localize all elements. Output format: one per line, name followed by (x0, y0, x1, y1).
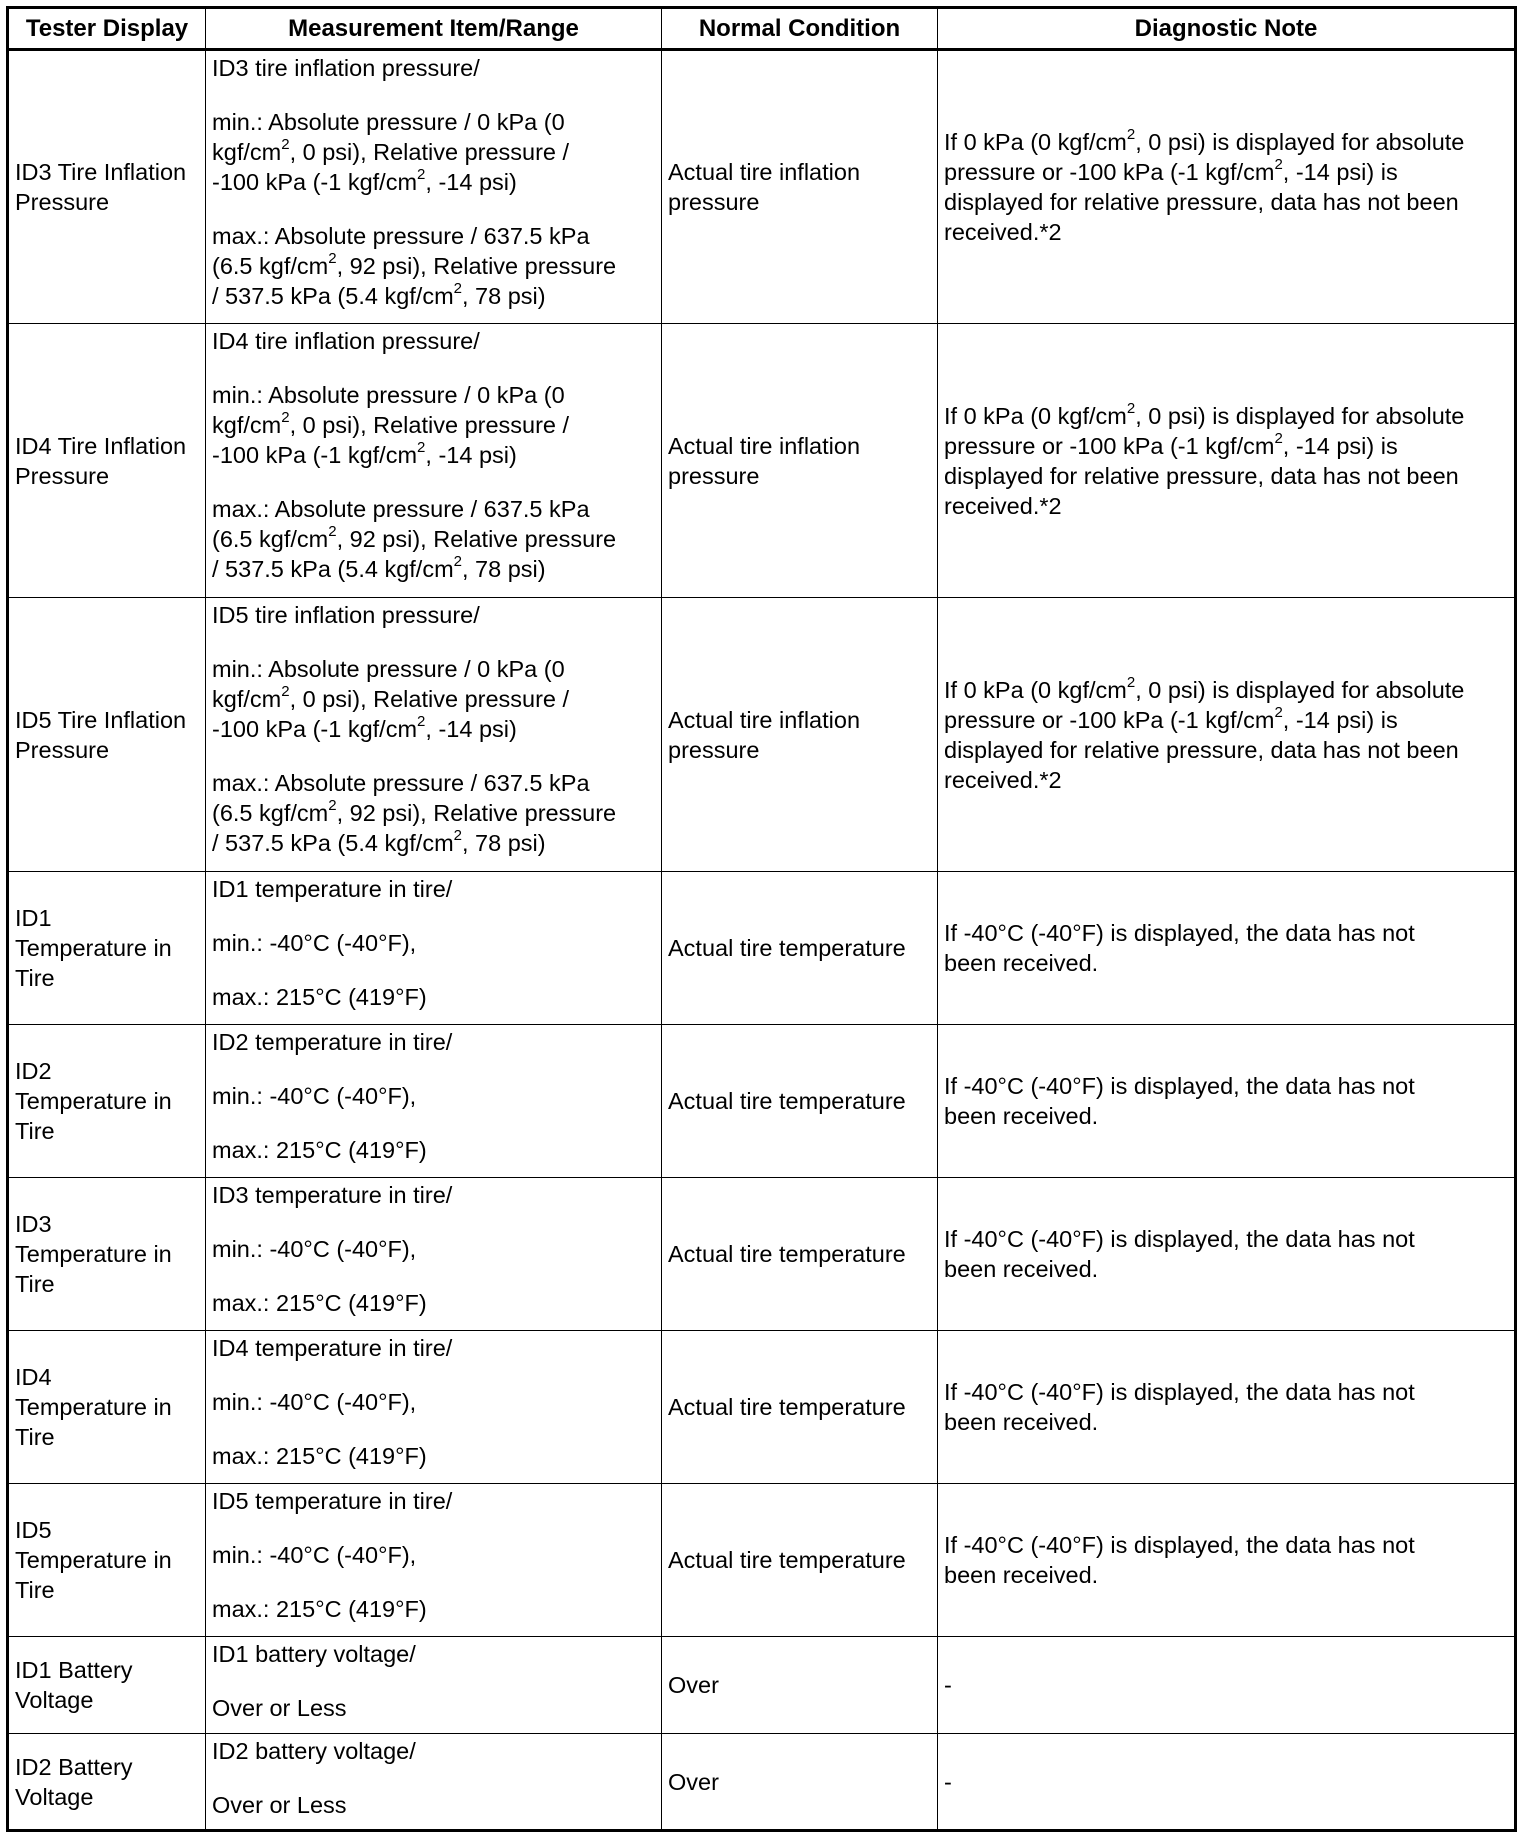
tester-display-line: Temperature in (15, 1088, 172, 1114)
diagnostic-note-line (944, 765, 1508, 795)
diagnostic-note-line (944, 157, 1508, 187)
paragraph-gap (212, 1210, 655, 1234)
range-max-line (212, 281, 655, 311)
superscript: 2 (281, 683, 290, 701)
superscript: 2 (1126, 399, 1136, 417)
tester-display-line: ID5 Tire Inflation (15, 706, 187, 733)
paragraph-gap (212, 904, 655, 928)
diagnostic-note-line (944, 705, 1508, 735)
normal-condition-line: Actual tire temperature (668, 935, 906, 961)
diagnostic-note-line: If -40°C (-40°F) is displayed, the data has not (944, 920, 1415, 946)
paragraph-gap (212, 630, 655, 654)
range-max-line: max.: 215°C (419°F) (212, 1443, 427, 1469)
normal-condition-cell (662, 324, 938, 598)
diagnostic-note-line-text-a: displayed for relative pressure, data has not been (944, 189, 1459, 215)
normal-condition-line: Actual tire temperature (668, 1547, 906, 1573)
range-max-line-text-a: / 537.5 kPa (5.4 kgf/cm (212, 283, 454, 309)
diagnostic-note-line (944, 431, 1508, 461)
range-title: ID1 battery voltage/ (212, 1641, 416, 1667)
range-min-line: min.: -40°C (-40°F), (212, 1083, 417, 1109)
range-min-line-text-a: -100 kPa (-1 kgf/cm (212, 716, 418, 742)
diagnostic-note-cell (938, 1331, 1516, 1484)
range-min-line (212, 684, 655, 714)
diagnostic-note-line: been received. (944, 1562, 1099, 1588)
normal-condition-cell (662, 1178, 938, 1331)
diagnostic-note-cell (938, 1637, 1516, 1734)
diagnostic-note-line-text-a: pressure or -100 kPa (-1 kgf/cm (944, 432, 1275, 459)
tester-display-line: ID4 (15, 1364, 52, 1390)
diagnostic-note-cell (938, 872, 1516, 1025)
range-value-line: Over or Less (212, 1695, 347, 1721)
header-normal-condition: Normal Condition (662, 8, 938, 50)
paragraph-gap (212, 1669, 655, 1693)
range-max-line-text-b: , 78 psi) (462, 556, 546, 582)
range-max-line-text-a: max.: Absolute pressure / 637.5 kPa (212, 223, 590, 249)
range-max-line-text-b: , 92 psi), Relative pressure (336, 253, 617, 279)
range-min-line (212, 380, 655, 410)
range-min-line-text-b: , -14 psi) (425, 442, 517, 468)
range-min-line-text-b: , 0 psi), Relative pressure / (289, 139, 570, 165)
range-title: ID2 temperature in tire/ (212, 1029, 453, 1055)
paragraph-gap (212, 356, 655, 380)
range-max-line (212, 524, 655, 554)
normal-condition-line: Actual tire inflation (668, 432, 861, 459)
paragraph-gap (212, 744, 655, 768)
tester-display-line: Pressure (15, 462, 110, 489)
diagnostic-note-line: been received. (944, 950, 1099, 976)
measurement-range-cell (206, 1734, 662, 1831)
superscript: 2 (328, 523, 337, 541)
diagnostic-note-line (944, 187, 1508, 217)
paragraph-gap (212, 1570, 655, 1594)
temperature-row (8, 1025, 1516, 1178)
tester-display-line: ID3 Tire Inflation (15, 159, 187, 185)
diagnostic-note-cell (938, 598, 1516, 872)
measurement-range-cell (206, 598, 662, 872)
normal-condition-cell (662, 1025, 938, 1178)
tester-display-cell (8, 324, 206, 598)
tester-display-line: Tire (15, 1271, 55, 1297)
diagnostic-note-line: been received. (944, 1103, 1099, 1129)
diagnostic-note-line-text-a: displayed for relative pressure, data has not been (944, 736, 1459, 763)
range-min-line-text-a: min.: Absolute pressure / 0 kPa (0 (212, 656, 565, 682)
superscript: 2 (1274, 429, 1283, 447)
diagnostic-note-cell (938, 1025, 1516, 1178)
paragraph-gap (212, 1766, 655, 1790)
range-min-line-text-a: kgf/cm (212, 686, 282, 712)
measurement-range-cell (206, 1637, 662, 1734)
diagnostic-note-line: - (944, 1672, 952, 1698)
range-min-line-text-a: kgf/cm (212, 412, 282, 438)
range-min-line-text-b: , -14 psi) (425, 716, 517, 742)
range-min-line-text-a: min.: Absolute pressure / 0 kPa (0 (212, 382, 565, 408)
temperature-row (8, 1484, 1516, 1637)
tester-display-cell (8, 1331, 206, 1484)
diagnostic-note-line-text-b: , -14 psi) is (1282, 432, 1398, 459)
pressure-row (8, 598, 1516, 872)
tester-display-line: Pressure (15, 189, 110, 215)
diagnostic-note-line-text-b: , 0 psi) is displayed for absolute (1135, 129, 1465, 155)
superscript: 2 (1126, 126, 1136, 144)
measurement-range-cell (206, 1025, 662, 1178)
tester-display-line: Tire (15, 965, 55, 991)
paragraph-gap (212, 1111, 655, 1135)
range-min-line-text-b: , -14 psi) (425, 169, 517, 195)
diagnostic-note-line-text-a: If 0 kPa (0 kgf/cm (944, 402, 1127, 429)
range-min-line (212, 107, 655, 137)
range-max-line: max.: 215°C (419°F) (212, 1137, 427, 1163)
paragraph-gap (212, 958, 655, 982)
tester-display-cell (8, 1484, 206, 1637)
diagnostic-note-line (944, 217, 1508, 247)
tester-display-line: Tire (15, 1118, 55, 1144)
diagnostic-note-line-text-a: pressure or -100 kPa (-1 kgf/cm (944, 159, 1275, 185)
range-min-line: min.: -40°C (-40°F), (212, 1236, 417, 1262)
tester-display-cell (8, 50, 206, 324)
diagnostic-note-cell (938, 1734, 1516, 1831)
temperature-row (8, 872, 1516, 1025)
normal-condition-line: Actual tire temperature (668, 1394, 906, 1420)
range-min-line (212, 167, 655, 197)
range-min-line: min.: -40°C (-40°F), (212, 1542, 417, 1568)
measurement-range-cell (206, 1178, 662, 1331)
tester-display-line: ID3 (15, 1211, 52, 1237)
range-min-line (212, 440, 655, 470)
normal-condition-line: Over (668, 1768, 719, 1795)
tester-display-line: Tire (15, 1424, 55, 1450)
range-min-line (212, 410, 655, 440)
tester-display-line: ID2 (15, 1058, 52, 1084)
paragraph-gap (212, 1057, 655, 1081)
superscript: 2 (1274, 156, 1283, 174)
tester-display-line: Temperature in (15, 935, 172, 961)
range-max-line-text-b: , 92 psi), Relative pressure (336, 800, 617, 826)
temperature-row (8, 1178, 1516, 1331)
header-row (8, 8, 1516, 50)
range-min-line-text-a: -100 kPa (-1 kgf/cm (212, 169, 418, 195)
header-tester-display: Tester Display (8, 8, 206, 50)
superscript: 2 (417, 166, 426, 184)
temperature-row (8, 1331, 1516, 1484)
normal-condition-line: Actual tire temperature (668, 1241, 906, 1267)
tester-display-line: ID2 Battery (15, 1753, 133, 1780)
battery-row (8, 1637, 1516, 1734)
range-max-line-text-a: (6.5 kgf/cm (212, 800, 329, 826)
range-max-line (212, 554, 655, 584)
diagnostic-note-line-text-b: , -14 psi) is (1282, 706, 1398, 733)
range-max-line-text-a: / 537.5 kPa (5.4 kgf/cm (212, 830, 454, 856)
range-min-line-text-a: min.: Absolute pressure / 0 kPa (0 (212, 109, 565, 135)
diagnostic-note-line: If -40°C (-40°F) is displayed, the data has not (944, 1379, 1415, 1405)
tester-display-cell (8, 872, 206, 1025)
diagnostic-note-line-text-a: received.*2 (944, 766, 1062, 793)
paragraph-gap (212, 1264, 655, 1288)
range-max-line-text-a: max.: Absolute pressure / 637.5 kPa (212, 770, 590, 796)
diagnostic-note-cell (938, 1178, 1516, 1331)
tester-display-line: Temperature in (15, 1394, 172, 1420)
tester-display-line: ID1 (15, 905, 52, 931)
range-max-line: max.: 215°C (419°F) (212, 1596, 427, 1622)
diagnostic-note-line-text-a: displayed for relative pressure, data has not been (944, 462, 1459, 489)
diagnostic-note-line-text-b: , -14 psi) is (1282, 159, 1398, 185)
normal-condition-line: Actual tire inflation (668, 706, 861, 733)
diagnostic-note-line (944, 401, 1508, 431)
superscript: 2 (328, 250, 337, 268)
table-body (8, 50, 1516, 1831)
normal-condition-line: Over (668, 1672, 719, 1698)
diagnostic-note-cell (938, 324, 1516, 598)
diagnostic-note-line-text-b: , 0 psi) is displayed for absolute (1135, 402, 1465, 429)
range-max-line (212, 251, 655, 281)
normal-condition-line: pressure (668, 736, 760, 763)
diagnostic-note-line: If -40°C (-40°F) is displayed, the data has not (944, 1532, 1415, 1558)
range-title: ID3 temperature in tire/ (212, 1182, 453, 1208)
normal-condition-cell (662, 598, 938, 872)
range-max-line-text-a: max.: Absolute pressure / 637.5 kPa (212, 496, 590, 522)
normal-condition-line: pressure (668, 189, 760, 215)
pressure-row (8, 324, 1516, 598)
range-min-line (212, 137, 655, 167)
paragraph-gap (212, 83, 655, 107)
range-min-line (212, 654, 655, 684)
superscript: 2 (1274, 703, 1283, 721)
diagnostic-note-line-text-a: If 0 kPa (0 kgf/cm (944, 129, 1127, 155)
tester-display-line: ID1 Battery (15, 1657, 133, 1683)
range-title: ID1 temperature in tire/ (212, 876, 453, 902)
range-max-line-text-a: (6.5 kgf/cm (212, 253, 329, 279)
tester-display-cell (8, 1734, 206, 1831)
range-max-line-text-a: / 537.5 kPa (5.4 kgf/cm (212, 556, 454, 582)
range-max-line (212, 798, 655, 828)
paragraph-gap (212, 1363, 655, 1387)
header-measurement-item-range: Measurement Item/Range (206, 8, 662, 50)
diagnostic-note-line-text-a: received.*2 (944, 219, 1062, 245)
measurement-range-cell (206, 50, 662, 324)
diagnostic-note-line-text-a: If 0 kPa (0 kgf/cm (944, 676, 1127, 703)
range-title: ID5 temperature in tire/ (212, 1488, 453, 1514)
range-max-line (212, 828, 655, 858)
range-max-line-text-b: , 78 psi) (462, 830, 546, 856)
measurement-range-cell (206, 1331, 662, 1484)
tester-display-line: ID4 Tire Inflation (15, 432, 187, 459)
diagnostic-note-line-text-a: pressure or -100 kPa (-1 kgf/cm (944, 706, 1275, 733)
diagnostic-note-line: been received. (944, 1409, 1099, 1435)
range-title: ID3 tire inflation pressure/ (212, 55, 480, 81)
diagnostic-note-line (944, 675, 1508, 705)
tester-display-cell (8, 1637, 206, 1734)
paragraph-gap (212, 197, 655, 221)
superscript: 2 (281, 136, 290, 154)
range-min-line-text-b: , 0 psi), Relative pressure / (289, 686, 570, 712)
superscript: 2 (1126, 673, 1136, 691)
paragraph-gap (212, 1417, 655, 1441)
superscript: 2 (417, 713, 426, 731)
diagnostic-note-line-text-b: , 0 psi) is displayed for absolute (1135, 676, 1465, 703)
battery-row (8, 1734, 1516, 1831)
measurement-range-cell (206, 872, 662, 1025)
normal-condition-cell (662, 50, 938, 324)
diagnostic-note-line (944, 491, 1508, 521)
diagnostic-note-cell (938, 1484, 1516, 1637)
diagnostic-note-line: If -40°C (-40°F) is displayed, the data has not (944, 1073, 1415, 1099)
range-min-line-text-a: -100 kPa (-1 kgf/cm (212, 442, 418, 468)
range-max-line: max.: 215°C (419°F) (212, 1290, 427, 1316)
measurement-range-cell (206, 1484, 662, 1637)
range-min-line: min.: -40°C (-40°F), (212, 930, 417, 956)
range-max-line (212, 221, 655, 251)
range-title: ID4 tire inflation pressure/ (212, 328, 480, 354)
tester-display-line: Pressure (15, 736, 110, 763)
tester-display-line: Tire (15, 1577, 55, 1603)
normal-condition-line: Actual tire inflation (668, 159, 861, 185)
normal-condition-line: Actual tire temperature (668, 1088, 906, 1114)
range-value-line: Over or Less (212, 1792, 347, 1818)
normal-condition-cell (662, 1331, 938, 1484)
range-min-line: min.: -40°C (-40°F), (212, 1389, 417, 1415)
superscript: 2 (453, 827, 462, 845)
tester-display-cell (8, 1025, 206, 1178)
range-title: ID2 battery voltage/ (212, 1738, 416, 1764)
range-max-line: max.: 215°C (419°F) (212, 984, 427, 1010)
range-max-line (212, 494, 655, 524)
tester-display-line: ID5 (15, 1517, 52, 1543)
diagnostic-note-line: - (944, 1768, 952, 1795)
range-min-line-text-a: kgf/cm (212, 139, 282, 165)
header-diagnostic-note: Diagnostic Note (938, 8, 1516, 50)
normal-condition-cell (662, 1484, 938, 1637)
range-max-line-text-b: , 92 psi), Relative pressure (336, 526, 617, 552)
range-title: ID5 tire inflation pressure/ (212, 602, 480, 628)
range-min-line-text-b: , 0 psi), Relative pressure / (289, 412, 570, 438)
diagnostic-data-table (6, 6, 1517, 1832)
normal-condition-cell (662, 1637, 938, 1734)
diagnostic-note-cell (938, 50, 1516, 324)
tester-display-line: Temperature in (15, 1547, 172, 1573)
tester-display-cell (8, 1178, 206, 1331)
tester-display-line: Voltage (15, 1687, 94, 1713)
superscript: 2 (453, 280, 462, 298)
tester-display-line: Temperature in (15, 1241, 172, 1267)
normal-condition-cell (662, 1734, 938, 1831)
measurement-range-cell (206, 324, 662, 598)
pressure-row (8, 50, 1516, 324)
tester-display-cell (8, 598, 206, 872)
diagnostic-note-line: been received. (944, 1256, 1099, 1282)
paragraph-gap (212, 470, 655, 494)
superscript: 2 (417, 439, 426, 457)
superscript: 2 (453, 553, 462, 571)
diagnostic-note-line: If -40°C (-40°F) is displayed, the data has not (944, 1226, 1415, 1252)
tester-display-line: Voltage (15, 1783, 94, 1810)
diagnostic-note-line (944, 735, 1508, 765)
range-max-line-text-a: (6.5 kgf/cm (212, 526, 329, 552)
normal-condition-cell (662, 872, 938, 1025)
diagnostic-note-line (944, 461, 1508, 491)
normal-condition-line: pressure (668, 462, 760, 489)
superscript: 2 (328, 797, 337, 815)
superscript: 2 (281, 409, 290, 427)
range-min-line (212, 714, 655, 744)
diagnostic-note-line (944, 127, 1508, 157)
diagnostic-note-line-text-a: received.*2 (944, 492, 1062, 519)
range-title: ID4 temperature in tire/ (212, 1335, 453, 1361)
paragraph-gap (212, 1516, 655, 1540)
range-max-line (212, 768, 655, 798)
range-max-line-text-b: , 78 psi) (462, 283, 546, 309)
